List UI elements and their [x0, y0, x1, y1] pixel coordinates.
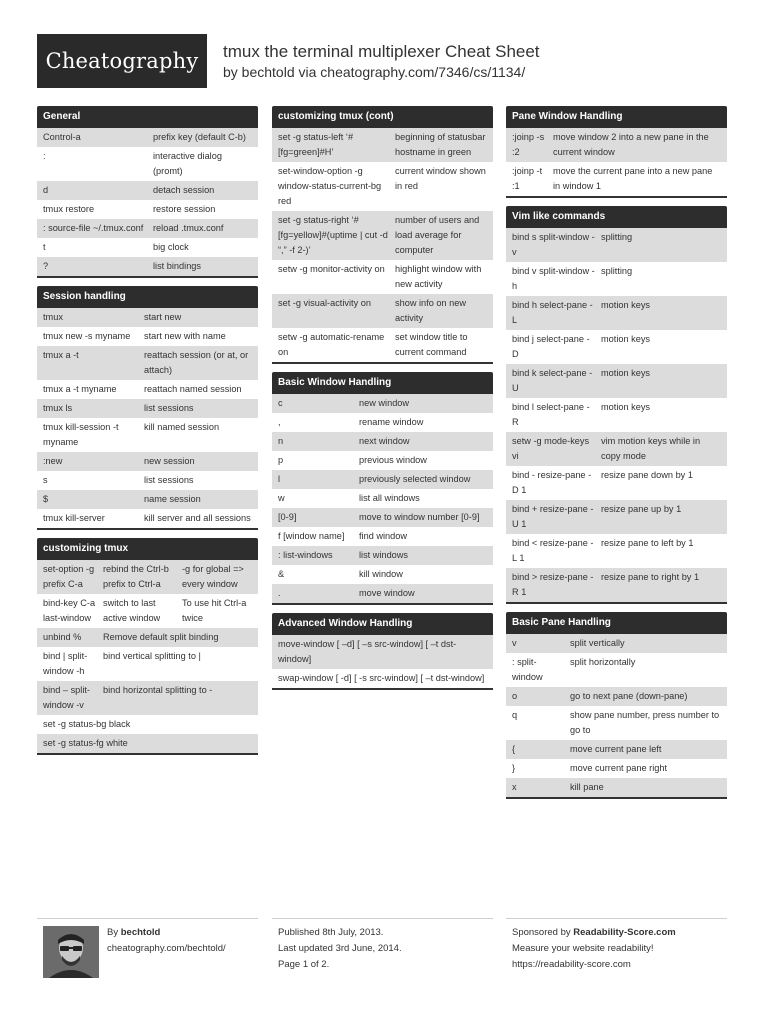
- command-description: move window 2 into a new pane in the current window: [553, 132, 709, 157]
- command-description: split vertically: [570, 638, 625, 648]
- section-title: Basic Window Handling: [272, 372, 493, 394]
- command-description: Remove default split binding: [103, 632, 219, 642]
- command-key: :joinp -s :2: [512, 132, 545, 157]
- command-key: s: [43, 475, 48, 485]
- command-description: splitting: [601, 232, 633, 242]
- section-pane-window-handling: [506, 106, 727, 198]
- by-label: By: [107, 927, 119, 938]
- command-description: new session: [144, 456, 195, 466]
- list-item: [272, 669, 493, 688]
- page-subtitle[interactable]: by bechtold via cheatography.com/7346/cs/1134/: [223, 64, 526, 80]
- command-key: w: [278, 493, 285, 503]
- table-row: [506, 330, 727, 364]
- command-description: motion keys: [601, 334, 651, 344]
- command-key: set -g visual-activity on: [278, 298, 371, 308]
- command-description: show pane number, press number to go to: [570, 710, 720, 735]
- command-description: number of users and load average for computer: [395, 215, 480, 255]
- command-description: motion keys: [601, 300, 651, 310]
- table-row: [37, 452, 258, 471]
- table-row: [272, 546, 493, 565]
- command-description: motion keys: [601, 402, 651, 412]
- table-row: [37, 734, 258, 753]
- command-description: reattach session (or at, or attach): [144, 350, 249, 375]
- command-key: set -g status-left ‘#[fg=green]#H’: [278, 132, 354, 157]
- section-title: Basic Pane Handling: [506, 612, 727, 634]
- command-description: start new with name: [144, 331, 226, 341]
- table-row: [272, 451, 493, 470]
- section-title: General: [37, 106, 258, 128]
- page-number: Page 1 of 2.: [278, 959, 330, 970]
- command-description: resize pane to left by 1: [601, 538, 694, 548]
- table-row: [506, 740, 727, 759]
- command-key: }: [512, 763, 516, 773]
- table-row: [37, 715, 258, 734]
- command-key: $: [43, 494, 49, 504]
- command-key: x: [512, 782, 517, 792]
- command-description: go to next pane (down-pane): [570, 691, 688, 701]
- command-key: bind j select-pane -D: [512, 334, 590, 359]
- command-description: next window: [359, 436, 410, 446]
- command-description: list windows: [359, 550, 409, 560]
- table-row: [272, 128, 493, 162]
- command-description: split horizontally: [570, 657, 636, 667]
- command-key: tmux restore: [43, 204, 95, 214]
- table-row: [272, 211, 493, 260]
- table-row: [272, 470, 493, 489]
- command-description: new window: [359, 398, 410, 408]
- section-title: Vim like commands: [506, 206, 727, 228]
- table-row: [506, 634, 727, 653]
- table-row: [506, 466, 727, 500]
- command-key: bind-key C-a last-window: [43, 598, 96, 623]
- command-description: resize pane to right by 1: [601, 572, 700, 582]
- table-row: [506, 432, 727, 466]
- table-row: [272, 584, 493, 603]
- table-row: [37, 490, 258, 509]
- table-row: [37, 399, 258, 418]
- command-key: setw -g mode-keys vi: [512, 436, 590, 461]
- command-key: ,: [278, 417, 281, 427]
- section-title: customizing tmux: [37, 538, 258, 560]
- command-description: rename window: [359, 417, 424, 427]
- command-description: list all windows: [359, 493, 420, 503]
- table-row: [506, 228, 727, 262]
- section-title: Advanced Window Handling: [272, 613, 493, 635]
- command-description: move to window number [0-9]: [359, 512, 480, 522]
- table-row: [37, 219, 258, 238]
- command-note: -g for global => every window: [182, 564, 244, 589]
- command-description: move the current pane into a new pane in window 1: [553, 166, 713, 191]
- table-row: [37, 128, 258, 147]
- command-key: set-window-option -g window-status-current-bg red: [278, 166, 382, 206]
- command-key: : source-file ~/.tmux.conf: [43, 223, 144, 233]
- custom-cont-rows: [272, 128, 493, 364]
- list-item: [272, 635, 493, 669]
- command-key: q: [512, 710, 518, 720]
- table-row: [37, 647, 258, 681]
- table-row: [506, 364, 727, 398]
- command-key: ?: [43, 261, 49, 271]
- sponsor-url[interactable]: https://readability-score.com: [512, 959, 631, 970]
- command-key: bind s split-window -v: [512, 232, 595, 257]
- command-key: tmux kill-session -t myname: [43, 422, 119, 447]
- command-description: kill named session: [144, 422, 220, 432]
- command-key: v: [512, 638, 517, 648]
- command-description: bind horizontal splitting to -: [103, 685, 213, 695]
- command-description: list bindings: [153, 261, 202, 271]
- command-text: move-window [ –d] [ –s src-window] [ –t dst-window]: [278, 639, 457, 664]
- command-description: list sessions: [144, 403, 194, 413]
- table-row: [506, 398, 727, 432]
- command-text: set -g status-bg black: [43, 719, 131, 729]
- table-row: [506, 128, 727, 162]
- section-advanced-window-handling: [272, 613, 493, 690]
- table-row: [506, 568, 727, 602]
- command-key: bind | split-window -h: [43, 651, 88, 676]
- command-description: prefix key (default C-b): [153, 132, 246, 142]
- table-row: [506, 778, 727, 797]
- command-description: move window: [359, 588, 415, 598]
- author-avatar[interactable]: [43, 926, 99, 978]
- command-description: bind vertical splitting to |: [103, 651, 201, 661]
- command-description: beginning of statusbar hostname in green: [395, 132, 486, 157]
- table-row: [37, 509, 258, 528]
- command-key: f [window name]: [278, 531, 345, 541]
- command-key: :: [43, 151, 46, 161]
- command-description: set window title to current command: [395, 332, 468, 357]
- command-key: tmux kill-server: [43, 513, 105, 523]
- command-key: bind < resize-pane -L 1: [512, 538, 594, 563]
- table-row: [506, 500, 727, 534]
- command-description: resize pane up by 1: [601, 504, 682, 514]
- table-row: [272, 432, 493, 451]
- table-row: [506, 653, 727, 687]
- table-row: [506, 262, 727, 296]
- command-description: previously selected window: [359, 474, 471, 484]
- command-description: find window: [359, 531, 408, 541]
- section-basic-pane-handling: [506, 612, 727, 799]
- command-key: p: [278, 455, 284, 465]
- section-title: Pane Window Handling: [506, 106, 727, 128]
- author-url[interactable]: cheatography.com/bechtold/: [107, 943, 226, 954]
- table-row: [506, 162, 727, 196]
- command-description: reattach named session: [144, 384, 242, 394]
- command-key: l: [278, 474, 281, 484]
- command-description: switch to last active window: [103, 598, 161, 623]
- command-description: move current pane left: [570, 744, 662, 754]
- session-rows: [37, 308, 258, 530]
- command-key: bind v split-window -h: [512, 266, 595, 291]
- page-title: tmux the terminal multiplexer Cheat Sheet: [223, 42, 540, 61]
- author-name[interactable]: bechtold: [120, 927, 161, 938]
- command-note: To use hit Ctrl-a twice: [182, 598, 247, 623]
- command-key: bind > resize-pane -R 1: [512, 572, 594, 597]
- command-key: tmux a -t: [43, 350, 79, 360]
- basic-window-rows: [272, 394, 493, 605]
- command-description: move current pane right: [570, 763, 668, 773]
- command-description: kill window: [359, 569, 403, 579]
- command-key: tmux a -t myname: [43, 384, 117, 394]
- command-key: o: [512, 691, 518, 701]
- table-row: [272, 413, 493, 432]
- table-row: [272, 162, 493, 211]
- command-key: :joinp -t :1: [512, 166, 543, 191]
- command-key: tmux: [43, 312, 63, 322]
- table-row: [272, 489, 493, 508]
- table-row: [37, 238, 258, 257]
- command-description: vim motion keys while in copy mode: [601, 436, 701, 461]
- command-description: rebind the Ctrl-b prefix to Ctrl-a: [103, 564, 169, 589]
- customizing-rows: [37, 560, 258, 755]
- table-row: [506, 706, 727, 740]
- command-key: : split-window: [512, 657, 543, 682]
- published-date: Published 8th July, 2013.: [278, 927, 384, 938]
- command-key: tmux ls: [43, 403, 73, 413]
- command-key: : list-windows: [278, 550, 333, 560]
- command-key: bind h select-pane -L: [512, 300, 593, 325]
- column-3: [506, 106, 727, 807]
- command-key: &: [278, 569, 285, 579]
- vim-rows: [506, 228, 727, 604]
- section-customizing-tmux: [37, 538, 258, 755]
- command-key: bind - resize-pane -D 1: [512, 470, 592, 495]
- table-row: [37, 681, 258, 715]
- command-description: show info on new activity: [395, 298, 466, 323]
- command-key: t: [43, 242, 46, 252]
- table-row: [506, 759, 727, 778]
- column-2: [272, 106, 493, 698]
- command-key: setw -g automatic-rename on: [278, 332, 385, 357]
- table-row: [37, 200, 258, 219]
- command-key: .: [278, 588, 281, 598]
- table-row: [37, 380, 258, 399]
- table-row: [37, 628, 258, 647]
- command-key: c: [278, 398, 283, 408]
- command-key: set-option -g prefix C-a: [43, 564, 95, 589]
- command-description: splitting: [601, 266, 633, 276]
- section-title: customizing tmux (cont): [272, 106, 493, 128]
- sponsor-name[interactable]: Readability-Score.com: [573, 927, 676, 938]
- section-title: Session handling: [37, 286, 258, 308]
- command-description: interactive dialog (promt): [153, 151, 222, 176]
- table-row: [37, 181, 258, 200]
- table-row: [272, 565, 493, 584]
- table-row: [272, 260, 493, 294]
- table-row: [272, 508, 493, 527]
- command-description: start new: [144, 312, 182, 322]
- table-row: [506, 687, 727, 706]
- command-description: reload .tmux.conf: [153, 223, 224, 233]
- command-description: detach session: [153, 185, 215, 195]
- command-key: bind + resize-pane -U 1: [512, 504, 594, 529]
- command-key: :new: [43, 456, 63, 466]
- cheatography-logo[interactable]: Cheatography: [37, 34, 207, 88]
- section-general: [37, 106, 258, 278]
- command-description: big clock: [153, 242, 189, 252]
- command-key: bind l select-pane -R: [512, 402, 590, 427]
- command-key: setw -g monitor-activity on: [278, 264, 385, 274]
- updated-date: Last updated 3rd June, 2014.: [278, 943, 402, 954]
- command-key: unbind %: [43, 632, 82, 642]
- command-description: name session: [144, 494, 201, 504]
- footer: [37, 918, 727, 988]
- table-row: [37, 418, 258, 452]
- table-row: [37, 257, 258, 276]
- command-description: motion keys: [601, 368, 651, 378]
- table-row: [272, 527, 493, 546]
- command-key: set -g status-right ‘#[fg=yellow]#(uptime | cut -d “,” -f 2-)’: [278, 215, 388, 255]
- section-customizing-tmux-cont: [272, 106, 493, 364]
- advanced-window-rows: [272, 635, 493, 690]
- command-description: previous window: [359, 455, 427, 465]
- table-row: [37, 147, 258, 181]
- section-session-handling: [37, 286, 258, 530]
- table-row: [506, 296, 727, 330]
- pane-window-rows: [506, 128, 727, 198]
- command-text: set -g status-fg white: [43, 738, 128, 748]
- table-row: [37, 327, 258, 346]
- column-1: [37, 106, 258, 763]
- table-row: [37, 308, 258, 327]
- table-row: [37, 560, 258, 594]
- section-basic-window-handling: [272, 372, 493, 605]
- table-row: [506, 534, 727, 568]
- table-row: [272, 294, 493, 328]
- command-key: bind – split-window -v: [43, 685, 90, 710]
- table-row: [37, 594, 258, 628]
- command-key: [0-9]: [278, 512, 297, 522]
- command-key: d: [43, 185, 49, 195]
- command-key: tmux new -s myname: [43, 331, 131, 341]
- command-description: list sessions: [144, 475, 194, 485]
- command-description: current window shown in red: [395, 166, 486, 191]
- basic-pane-rows: [506, 634, 727, 799]
- command-description: kill pane: [570, 782, 604, 792]
- table-row: [37, 346, 258, 380]
- command-description: restore session: [153, 204, 216, 214]
- command-description: resize pane down by 1: [601, 470, 693, 480]
- command-key: {: [512, 744, 516, 754]
- command-description: highlight window with new activity: [395, 264, 482, 289]
- command-key: n: [278, 436, 284, 446]
- command-text: swap-window [ -d] [ -s src-window] [ –t dst-window]: [278, 673, 485, 683]
- command-description: kill server and all sessions: [144, 513, 251, 523]
- command-key: bind k select-pane -U: [512, 368, 593, 393]
- sponsor-tagline: Measure your website readability!: [512, 943, 654, 954]
- section-vim-like-commands: [506, 206, 727, 604]
- sponsor-label: Sponsored by: [512, 927, 571, 938]
- table-row: [272, 394, 493, 413]
- table-row: [37, 471, 258, 490]
- general-rows: [37, 128, 258, 278]
- table-row: [272, 328, 493, 362]
- command-key: Control-a: [43, 132, 81, 142]
